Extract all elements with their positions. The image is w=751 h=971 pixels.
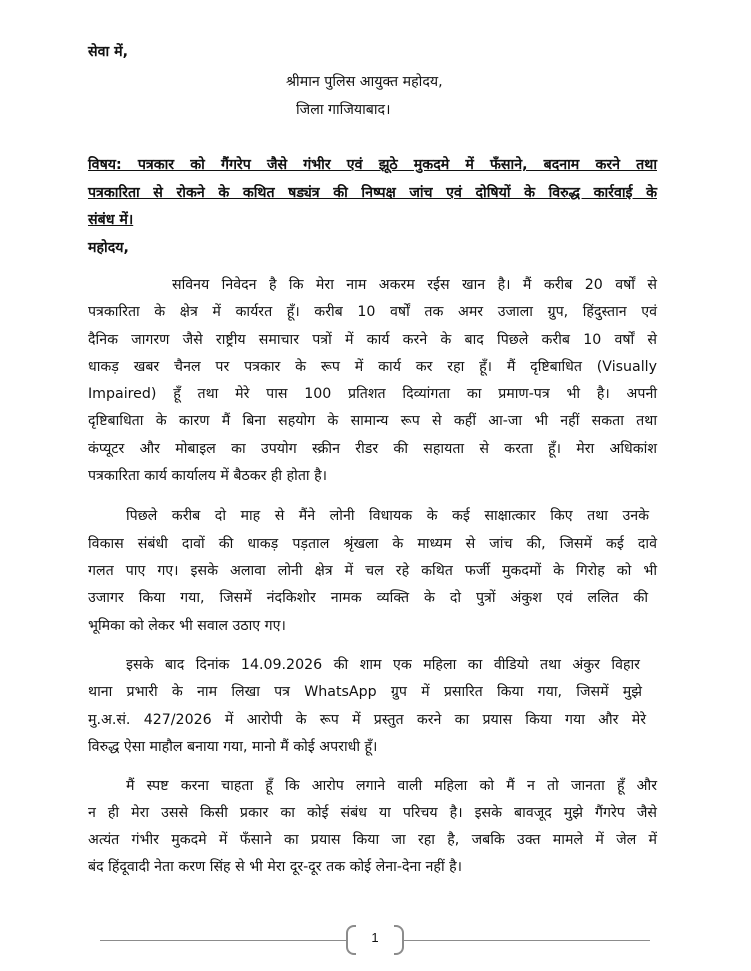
footer-bracket-left — [346, 925, 356, 955]
footer-rule-right — [404, 940, 650, 941]
paragraph-line: मैं स्पष्ट करना चाहता हूँ कि आरोप लगाने वाली महिला को मैं न तो जानता हूँ और — [126, 778, 657, 794]
paragraph-line: पत्रकारिता कार्य कार्यालय में बैठकर ही होता है। — [88, 468, 328, 484]
paragraph-line: Impaired) हूँ तथा मेरे पास 100 प्रतिशत दिव्यांगता का प्रमाण-पत्र भी है। अपनी — [88, 386, 657, 402]
greeting: महोदय, — [88, 240, 129, 256]
paragraph-line: मु.अ.सं. 427/2026 में आरोपी के रूप में प्रस्तुत करने का प्रयास किया गया और मेरे — [88, 712, 646, 728]
footer-rule-left — [100, 940, 346, 941]
paragraph-line: धाकड़ खबर चैनल पर पत्रकार के रूप में कार्य कर रहा हूँ। मैं दृष्टिबाधित (Visually — [88, 359, 657, 375]
paragraph-line: गलत पाए गए। इसके अलावा लोनी क्षेत्र में चल रहे कथित फर्जी मुकदमों के गिरोह को भी — [88, 563, 657, 579]
recipient-location: जिला गाजियाबाद। — [296, 102, 391, 118]
footer-bracket-right — [394, 925, 404, 955]
paragraph-line: अत्यंत गंभीर मुकदमे में फँसाने का प्रयास किया जा रहा है, जबकि उक्त मामले में जेल में — [88, 832, 657, 848]
paragraph-line: बंद हिंदूवादी नेता करण सिंह से भी मेरा दूर-दूर तक कोई लेना-देना नहीं है। — [88, 859, 463, 875]
recipient-title: श्रीमान पुलिस आयुक्त महोदय, — [286, 74, 443, 90]
paragraph-line: पिछले करीब दो माह से मैंने लोनी विधायक के कई साक्षात्कार किए तथा उनके — [126, 508, 649, 524]
subject-line: विषय: पत्रकार को गैंगरेप जैसे गंभीर एवं झूठे मुकदमे में फँसाने, बदनाम करने तथा — [88, 157, 657, 173]
paragraph-line: दृष्टिबाधिता के कारण मैं बिना सहयोग के सामान्य रूप से कहीं आ-जा भी नहीं सकता तथा — [88, 413, 657, 429]
paragraph-line: सविनय निवेदन है कि मेरा नाम अकरम रईस खान है। मैं करीब 20 वर्षों से — [172, 277, 657, 293]
subject-line: संबंध में। — [88, 212, 134, 228]
paragraph-line: विकास संबंधी दावों की धाकड़ पड़ताल श्रृंखला के माध्यम से जांच की, जिसमें कई दावे — [88, 536, 657, 552]
paragraph-line: दैनिक जागरण जैसे राष्ट्रीय समाचार पत्रों में कार्य करने के बाद पिछले करीब 10 वर्षों से — [88, 332, 657, 348]
paragraph-line: विरुद्ध ऐसा माहौल बनाया गया, मानो मैं कोई अपराधी हूँ। — [88, 739, 378, 755]
paragraph-line: कंप्यूटर और मोबाइल का उपयोग स्क्रीन रीडर की सहायता से करता हूँ। मेरा अधिकांश — [88, 441, 657, 457]
subject-line: पत्रकारिता से रोकने के कथित षड्यंत्र की निष्पक्ष जांच एवं दोषियों के विरुद्ध कार्रवाई के — [88, 185, 657, 201]
paragraph-line: इसके बाद दिनांक 14.09.2026 की शाम एक महिला का वीडियो तथा अंकुर विहार — [126, 657, 640, 673]
paragraph-line: थाना प्रभारी के नाम लिखा पत्र WhatsApp ग्रुप में प्रसारित किया गया, जिसमें मुझे — [88, 684, 642, 700]
page-number: 1 — [371, 930, 379, 945]
paragraph-line: पत्रकारिता के क्षेत्र में कार्यरत हूँ। करीब 10 वर्षों तक अमर उजाला ग्रुप, हिंदुस्तान एवं — [88, 304, 657, 320]
paragraph-line: उजागर किया गया, जिसमें नंदकिशोर नामक व्यक्ति के दो पुत्रों अंकुश एवं ललित की — [88, 590, 648, 606]
paragraph-line: न ही मेरा उससे किसी प्रकार का कोई संबंध या परिचय है। इसके बावजूद मुझे गैंगरेप जैसे — [88, 805, 657, 821]
paragraph-line: भूमिका को लेकर भी सवाल उठाए गए। — [88, 618, 286, 634]
salutation-to: सेवा में, — [88, 44, 128, 60]
